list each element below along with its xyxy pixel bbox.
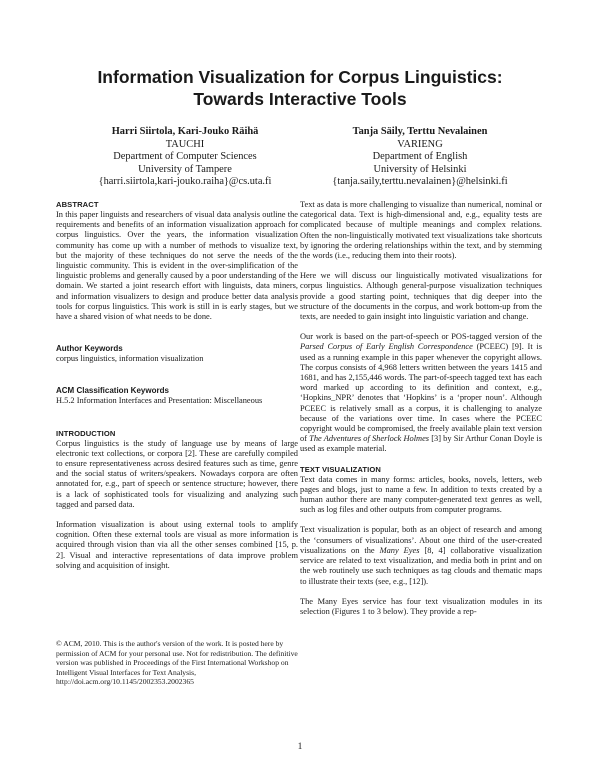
author-institution: University of Helsinki: [373, 163, 467, 175]
keywords-text: corpus linguistics, information visualization: [56, 354, 204, 364]
many-eyes-name: Many Eyes: [379, 545, 420, 555]
author-unit: TAUCHI: [165, 138, 205, 150]
intro-paragraph-1: Corpus linguistics is the study of language use by means of large electronic text collections, or corpora [2]. These are carefully compiled to ensure representativeness across desired features such as time, genre and the social status of writers/speakers. Nowadays corpora are often annotated for, e.g., part of speech or sentence structure; however, there is a lack of sophisticated tools for visualizing and analyzing such tagged and parsed data.: [56, 438, 298, 509]
page-number: 1: [297, 742, 303, 752]
author-email: {tanja.saily,terttu.nevalainen}@helsinki.fi: [332, 176, 508, 188]
author-department: Department of Computer Sciences: [113, 151, 257, 163]
left-column: [56, 200, 298, 581]
author-block-left: [50, 126, 320, 189]
author-department: Department of English: [372, 151, 468, 163]
author-institution: University of Tampere: [138, 163, 232, 175]
acm-heading: ACM Classification Keywords: [56, 386, 169, 396]
abstract-text: In this paper linguists and researchers of visual data analysis outline the requirements and benefits of an information visualization approach for corpus linguistics. Over the years, the information visualization community has come up with a number of methods to visualize text, but the majority of these techniques do not serve the needs of the linguistic community. This is evident in the over-simplification of the linguistic problems and generally caused by a poor understanding of the domain. We started a joint research effort with linguists, data miners, and information visualizers to design and produce better data analysis tools for corpus linguistics. This work is still in is early stages, but we have a shared vision of what needs to be done.: [56, 210, 298, 322]
right-column: [300, 200, 542, 627]
introduction-heading: INTRODUCTION: [56, 428, 116, 438]
acm-text: H.5.2 Information Interfaces and Presentation: Miscellaneous: [56, 396, 263, 406]
right-paragraph-3: Our work is based on the part-of-speech or POS-tagged version of the Parsed Corpus of Early English Correspondence (PCEEC) [9]. It is used as a running example in this paper whenever the copyright allows. The corpus consists of 4,968 letters written between the years 1415 and 1681, and has 2,155,446 words. The part-of-speech tagged text has each word marked up according to its definition and context, e.g., ‘Hopkins_NPR’ denotes that ‘Hopkins’ is a ‘proper noun’. Although PCEEC is relatively small as a corpus, it is challenging to analyze because of the variations over time. In cases where the PCEEC copyright would be compromised, the freely available plain text version of The Adventures of Sherlock Holmes [3] by Sir Arthur Conan Doyle is used as example material.: [300, 332, 542, 454]
textvis-paragraph-3: The Many Eyes service has four text visualization modules in its selection (Figures 1 to 3 below). They provide a rep-: [300, 596, 542, 616]
textvis-paragraph-2: Text visualization is popular, both as an object of research and among the ‘consumers of visualizations’. About one third of the user-created visualizations on the Many Eyes [8, 4] collaborative visualization service are related to text visualization, and media both in print and on the web routinely use such techniques as tag clouds and thematic maps to illustrate their texts (see, e.g., [12]).: [300, 525, 542, 586]
title-line-1: Information Visualization for Corpus Linguistics:: [97, 67, 503, 87]
abstract-heading: ABSTRACT: [56, 200, 99, 209]
author-names: Tanja Säily, Terttu Nevalainen: [352, 126, 488, 137]
corpus-name: Parsed Corpus of Early English Correspondence: [300, 342, 473, 352]
author-names: Harri Siirtola, Kari-Jouko Räihä: [111, 126, 259, 137]
right-paragraph-1: Text as data is more challenging to visualize than numerical, nominal or categorical data. Text is high-dimensional and, e.g., equality tests are complicated because of multiple meanings and complex relations. Often the non-linguistically motivated text visualizations take shortcuts by ignoring the ordering relationships within the text, and by stemming the words (i.e., reducing them into their roots).: [300, 200, 542, 261]
keywords-heading: Author Keywords: [56, 344, 123, 354]
author-email: {harri.siirtola,kari-jouko.raiha}@cs.uta.fi: [98, 176, 272, 188]
title-line-2: Towards Interactive Tools: [193, 89, 407, 109]
text-visualization-heading: TEXT VISUALIZATION: [300, 464, 381, 474]
paper-title: [0, 66, 600, 110]
book-title: The Adventures of Sherlock Holmes: [309, 434, 430, 444]
intro-paragraph-2: Information visualization is about using external tools to amplify cognition. Often these external tools are visual as more information is acquired through vision than via all the other senses combined [15, p. 2]. Visual and interactive representations of data improve problem solving and acquisition of insight.: [56, 520, 298, 570]
author-block-right: [285, 126, 555, 189]
right-paragraph-2: Here we will discuss our linguistically motivated visualizations for corpus linguistics. Although general-purpose visualization techniques provide a good starting point, techniques that dig deeper into the structure of the documents in the corpus, and work bottom-up from the texts, are needed to gain insight into linguistic variation and change.: [300, 271, 542, 322]
author-unit: VARIENG: [397, 138, 443, 150]
textvis-paragraph-1: Text data comes in many forms: articles, books, novels, letters, web pages and blogs, just to name a few. In addition to texts created by a human author there are many computer-generated text genres as well, such as log files and other outputs from computer programs.: [300, 474, 542, 515]
copyright-notice: © ACM, 2010. This is the author's version of the work. It is posted here by permission of ACM for your personal use. Not for redistribution. The definitive version was published in Proceedings of the First International Workshop on Intelligent Visual Interfaces for Text Analysis, http://doi.acm.org/10.1145/2002353.2002365: [56, 639, 298, 687]
